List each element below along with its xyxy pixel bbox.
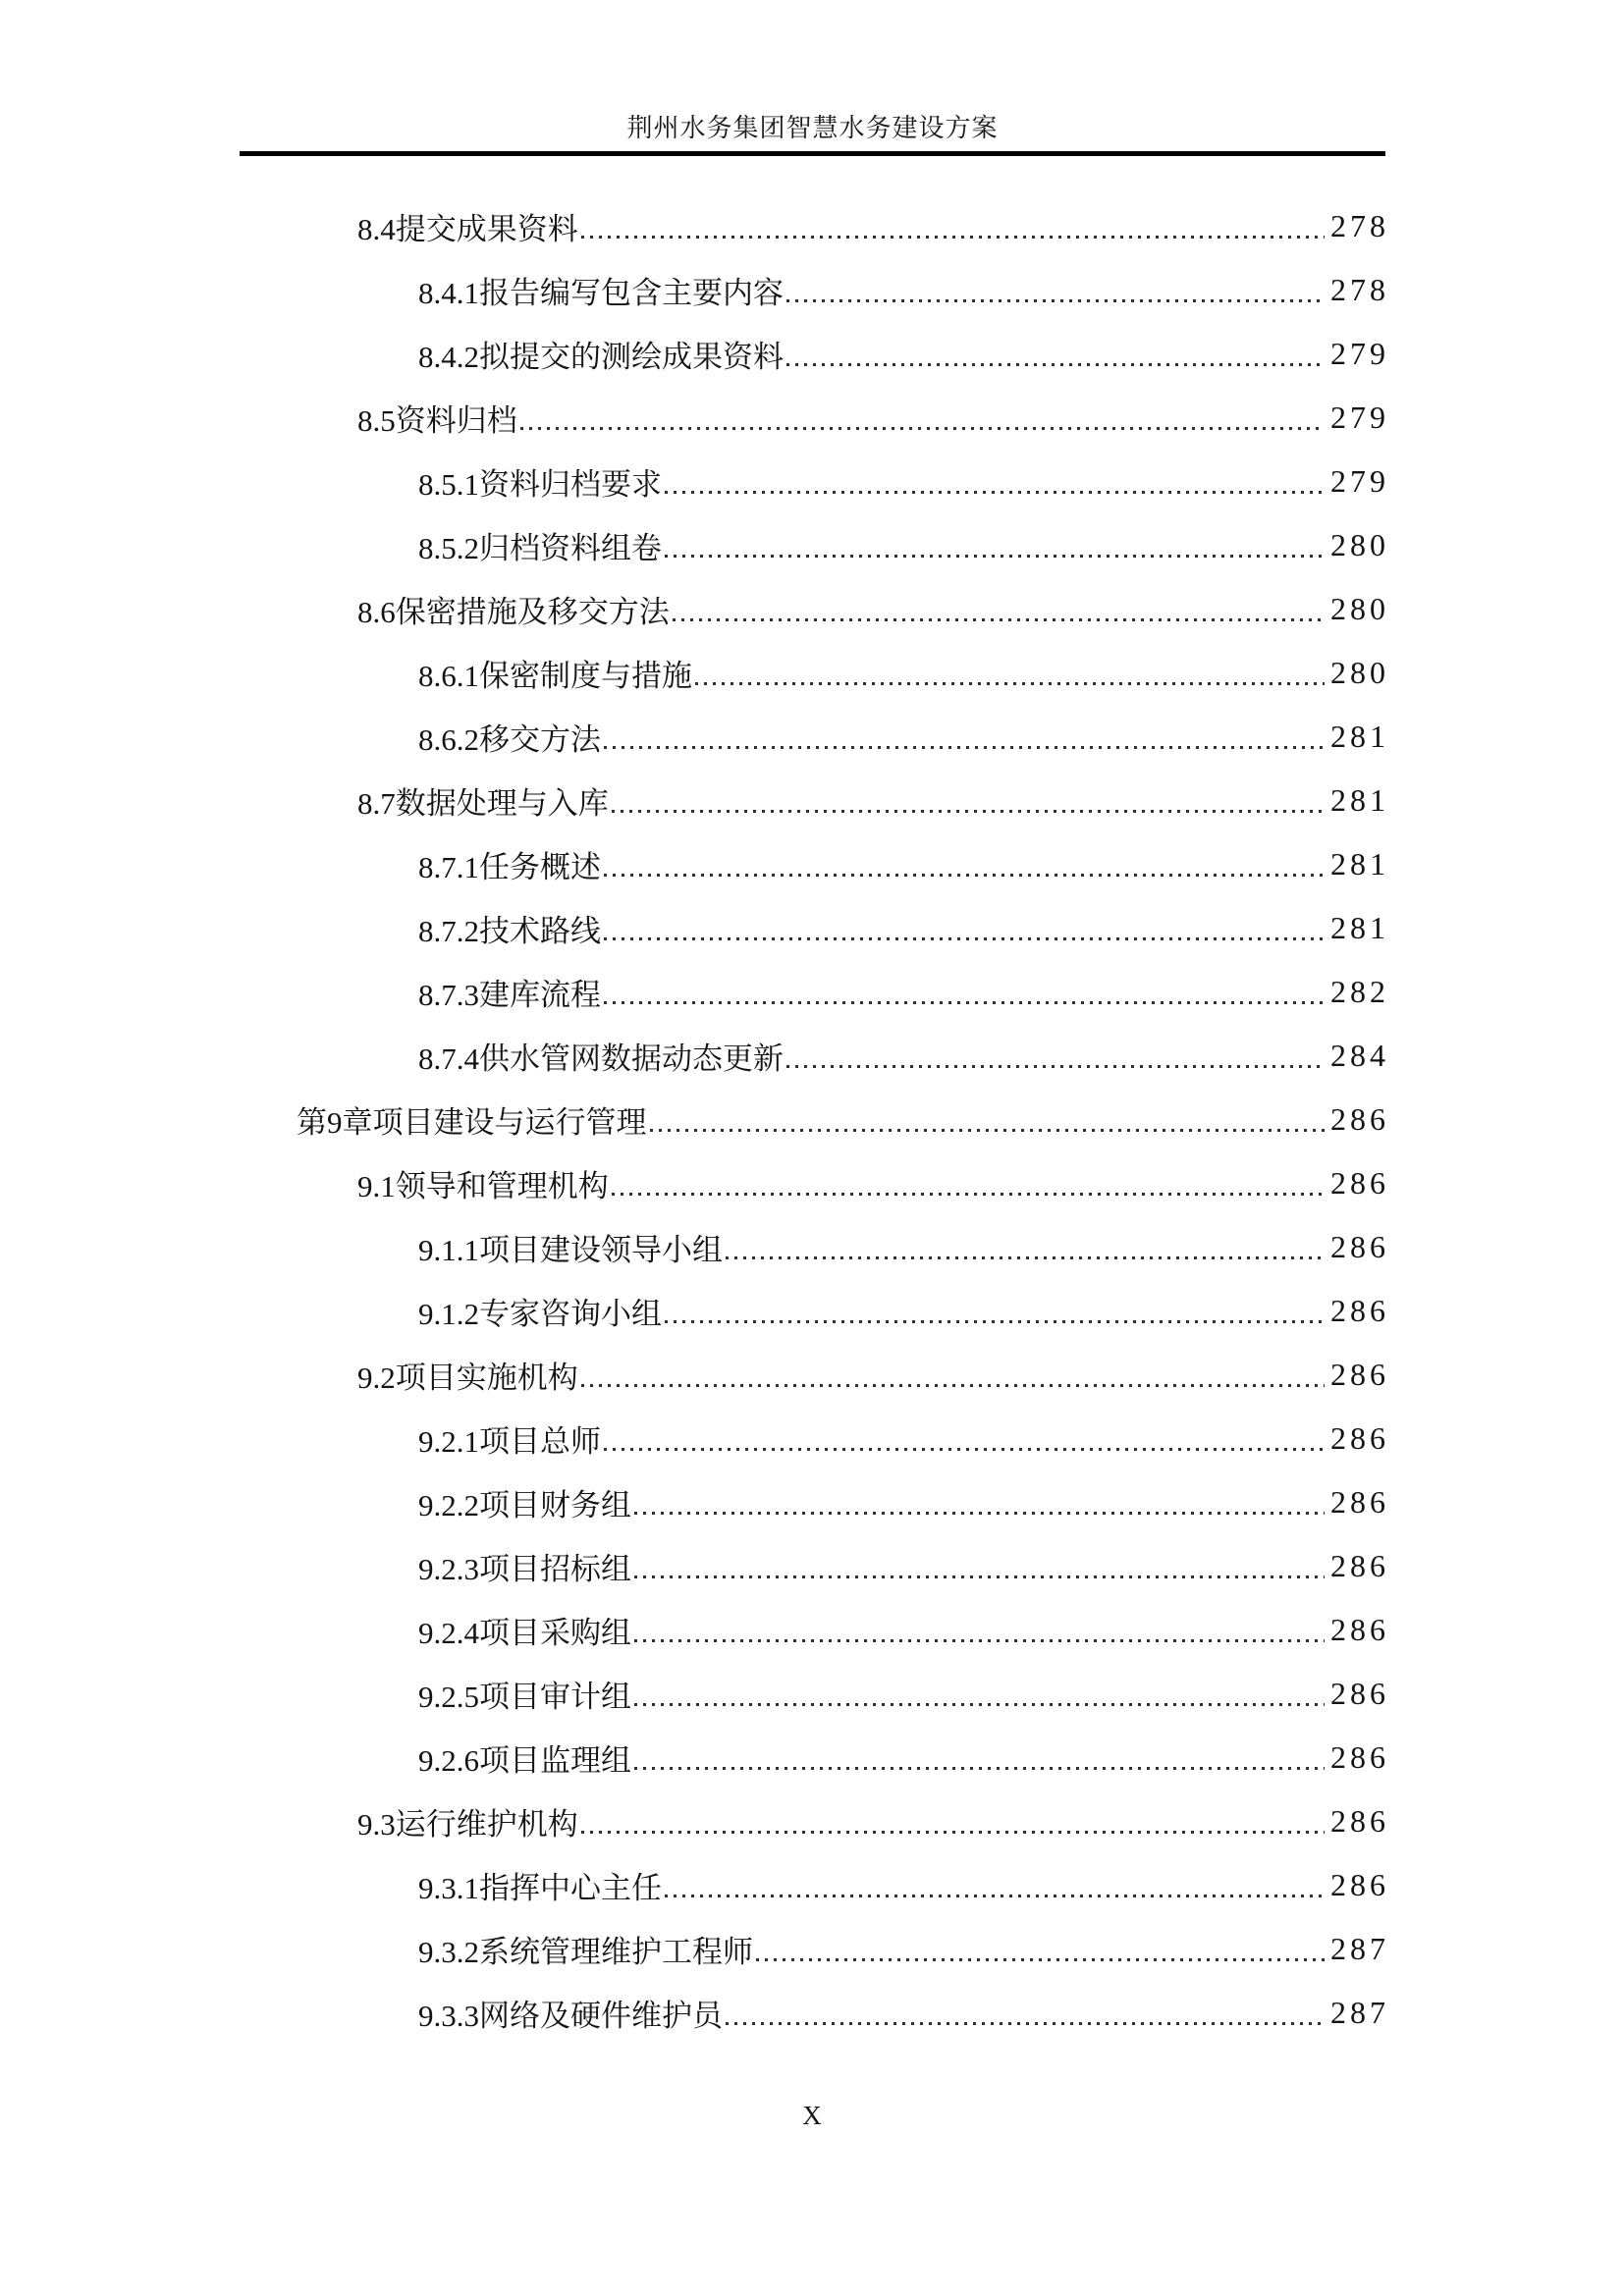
toc-entry-page-number: 282 (1330, 974, 1389, 1009)
toc-entry[interactable] (240, 1024, 1389, 1088)
toc-entry-page-number: 286 (1330, 1803, 1389, 1839)
dot-leader (604, 937, 1325, 940)
toc-entry[interactable] (240, 386, 1389, 450)
toc-entry-label: 9.2.4项目采购组 (418, 1616, 631, 1650)
dot-leader (634, 1639, 1325, 1642)
dot-leader (612, 810, 1325, 813)
toc-entry-label: 9.3运行维护机构 (357, 1807, 578, 1842)
dot-leader (786, 363, 1325, 366)
toc-entry-page-number: 286 (1330, 1420, 1389, 1456)
toc-entry-label: 8.6.2移交方法 (418, 722, 601, 757)
toc-entry-page-number: 281 (1330, 910, 1389, 945)
toc-entry-page-number: 281 (1330, 782, 1389, 818)
page-header (240, 0, 1385, 156)
toc-entry[interactable] (240, 1598, 1389, 1662)
toc-entry-page-number: 286 (1330, 1357, 1389, 1392)
dot-leader (634, 1512, 1325, 1515)
toc-entry[interactable] (240, 1726, 1389, 1789)
toc-entry[interactable] (240, 1151, 1389, 1215)
toc-entry[interactable] (240, 1215, 1389, 1279)
toc-entry-label: 8.5.2归档资料组卷 (418, 531, 662, 565)
toc-entry-page-number: 286 (1330, 1229, 1389, 1264)
dot-leader (673, 618, 1325, 621)
toc-entry-label: 8.4提交成果资料 (357, 212, 578, 246)
toc-entry-page-number: 286 (1330, 1612, 1389, 1647)
toc-entry-label: 8.5.1资料归档要求 (418, 467, 662, 502)
dot-leader (726, 1256, 1325, 1259)
toc-entry[interactable] (240, 1470, 1389, 1534)
dot-leader (665, 491, 1325, 494)
toc-entry[interactable] (240, 1407, 1389, 1470)
dot-leader (786, 1065, 1325, 1068)
toc-entry-label: 8.6.1保密制度与措施 (418, 659, 692, 693)
toc-entry-page-number: 286 (1330, 1676, 1389, 1711)
toc-entry[interactable] (240, 322, 1389, 386)
toc-entry-page-number: 286 (1330, 1165, 1389, 1201)
toc-entry-page-number: 286 (1330, 1293, 1389, 1328)
toc-entry[interactable] (240, 1662, 1389, 1726)
toc-entry-page-number: 286 (1330, 1484, 1389, 1520)
toc-entry[interactable] (240, 641, 1389, 705)
toc-entry[interactable] (240, 769, 1389, 832)
dot-leader (634, 1575, 1325, 1578)
toc-entry[interactable] (240, 513, 1389, 577)
toc-entry[interactable] (240, 960, 1389, 1024)
toc-entry-page-number: 286 (1330, 1101, 1389, 1137)
dot-leader (612, 1193, 1325, 1196)
toc-entry[interactable] (240, 896, 1389, 960)
dot-leader (604, 874, 1325, 877)
dot-leader (634, 1703, 1325, 1706)
toc-entry[interactable] (240, 577, 1389, 641)
toc-entry[interactable] (240, 258, 1389, 322)
toc-entry-label: 8.5资料归档 (357, 403, 517, 438)
toc-entry-label: 9.2.6项目监理组 (418, 1743, 631, 1778)
toc-entry-page-number: 280 (1330, 591, 1389, 626)
dot-leader (581, 1384, 1325, 1387)
dot-leader (665, 1895, 1325, 1897)
toc-entry-label: 9.2.5项目审计组 (418, 1680, 631, 1714)
table-of-contents (240, 194, 1389, 2045)
toc-entry-page-number: 287 (1330, 1931, 1389, 1966)
dot-leader (650, 1129, 1326, 1132)
toc-entry-page-number: 286 (1330, 1867, 1389, 1902)
toc-entry-page-number: 279 (1330, 400, 1389, 435)
toc-entry-label: 9.1领导和管理机构 (357, 1169, 609, 1203)
toc-entry[interactable] (240, 450, 1389, 513)
toc-entry-label: 9.1.2专家咨询小组 (418, 1297, 662, 1331)
toc-entry-label: 9.2.1项目总师 (418, 1424, 601, 1459)
toc-entry[interactable] (240, 1853, 1389, 1917)
toc-entry-page-number: 281 (1330, 846, 1389, 881)
dot-leader (604, 746, 1325, 749)
dot-leader (786, 299, 1325, 302)
toc-entry-label: 8.4.1报告编写包含主要内容 (418, 276, 784, 310)
dot-leader (520, 427, 1325, 430)
toc-entry[interactable] (240, 194, 1389, 258)
toc-entry-label: 9.3.2系统管理维护工程师 (418, 1935, 753, 1969)
toc-entry-page-number: 278 (1330, 208, 1389, 243)
toc-entry-label: 8.7.4供水管网数据动态更新 (418, 1041, 784, 1076)
toc-entry-label: 8.6保密措施及移交方法 (357, 595, 670, 629)
toc-entry-label: 9.2.2项目财务组 (418, 1488, 631, 1522)
dot-leader (604, 1001, 1325, 1004)
toc-entry-page-number: 284 (1330, 1038, 1389, 1073)
toc-entry-page-number: 281 (1330, 719, 1389, 754)
toc-entry[interactable] (240, 1981, 1389, 2045)
toc-entry-page-number: 286 (1330, 1548, 1389, 1583)
dot-leader (756, 1958, 1325, 1961)
toc-entry-label: 8.7.3建库流程 (418, 978, 601, 1012)
toc-entry-label: 9.3.1指挥中心主任 (418, 1871, 662, 1905)
dot-leader (665, 1320, 1325, 1323)
toc-entry-page-number: 279 (1330, 463, 1389, 499)
toc-entry[interactable] (240, 705, 1389, 769)
toc-entry[interactable] (240, 1279, 1389, 1343)
toc-entry-page-number: 280 (1330, 527, 1389, 562)
toc-entry-label: 9.2.3项目招标组 (418, 1552, 631, 1586)
toc-entry[interactable] (240, 1343, 1389, 1407)
toc-entry-page-number: 280 (1330, 655, 1389, 690)
toc-entry-page-number: 279 (1330, 336, 1389, 371)
toc-entry-page-number: 287 (1330, 1995, 1389, 2030)
header-title: 荆州水务集团智慧水务建设方案 (626, 114, 999, 142)
dot-leader (726, 2022, 1325, 2025)
dot-leader (665, 555, 1325, 558)
toc-entry[interactable] (240, 832, 1389, 896)
toc-entry-label: 8.7数据处理与入库 (357, 786, 609, 821)
toc-entry-label: 8.4.2拟提交的测绘成果资料 (418, 340, 784, 374)
dot-leader (634, 1767, 1325, 1770)
dot-leader (581, 1831, 1325, 1834)
toc-entry-page-number: 278 (1330, 272, 1389, 307)
header-divider (240, 151, 1385, 156)
toc-entry[interactable] (240, 1534, 1389, 1598)
toc-entry-label: 8.7.1任务概述 (418, 850, 601, 884)
toc-entry[interactable] (240, 1088, 1389, 1151)
toc-entry-label: 9.3.3网络及硬件维护员 (418, 1999, 723, 2033)
toc-entry-label: 8.7.2技术路线 (418, 914, 601, 948)
toc-entry[interactable] (240, 1789, 1389, 1853)
toc-entry-page-number: 286 (1330, 1739, 1389, 1775)
toc-entry-label: 9.1.1项目建设领导小组 (418, 1233, 723, 1267)
dot-leader (581, 236, 1325, 239)
toc-entry-label: 第9章项目建设与运行管理 (297, 1105, 647, 1140)
dot-leader (695, 682, 1325, 685)
toc-entry[interactable] (240, 1917, 1389, 1981)
footer-page-number: X (802, 2101, 822, 2130)
toc-entry-label: 9.2项目实施机构 (357, 1361, 578, 1395)
dot-leader (604, 1448, 1325, 1451)
